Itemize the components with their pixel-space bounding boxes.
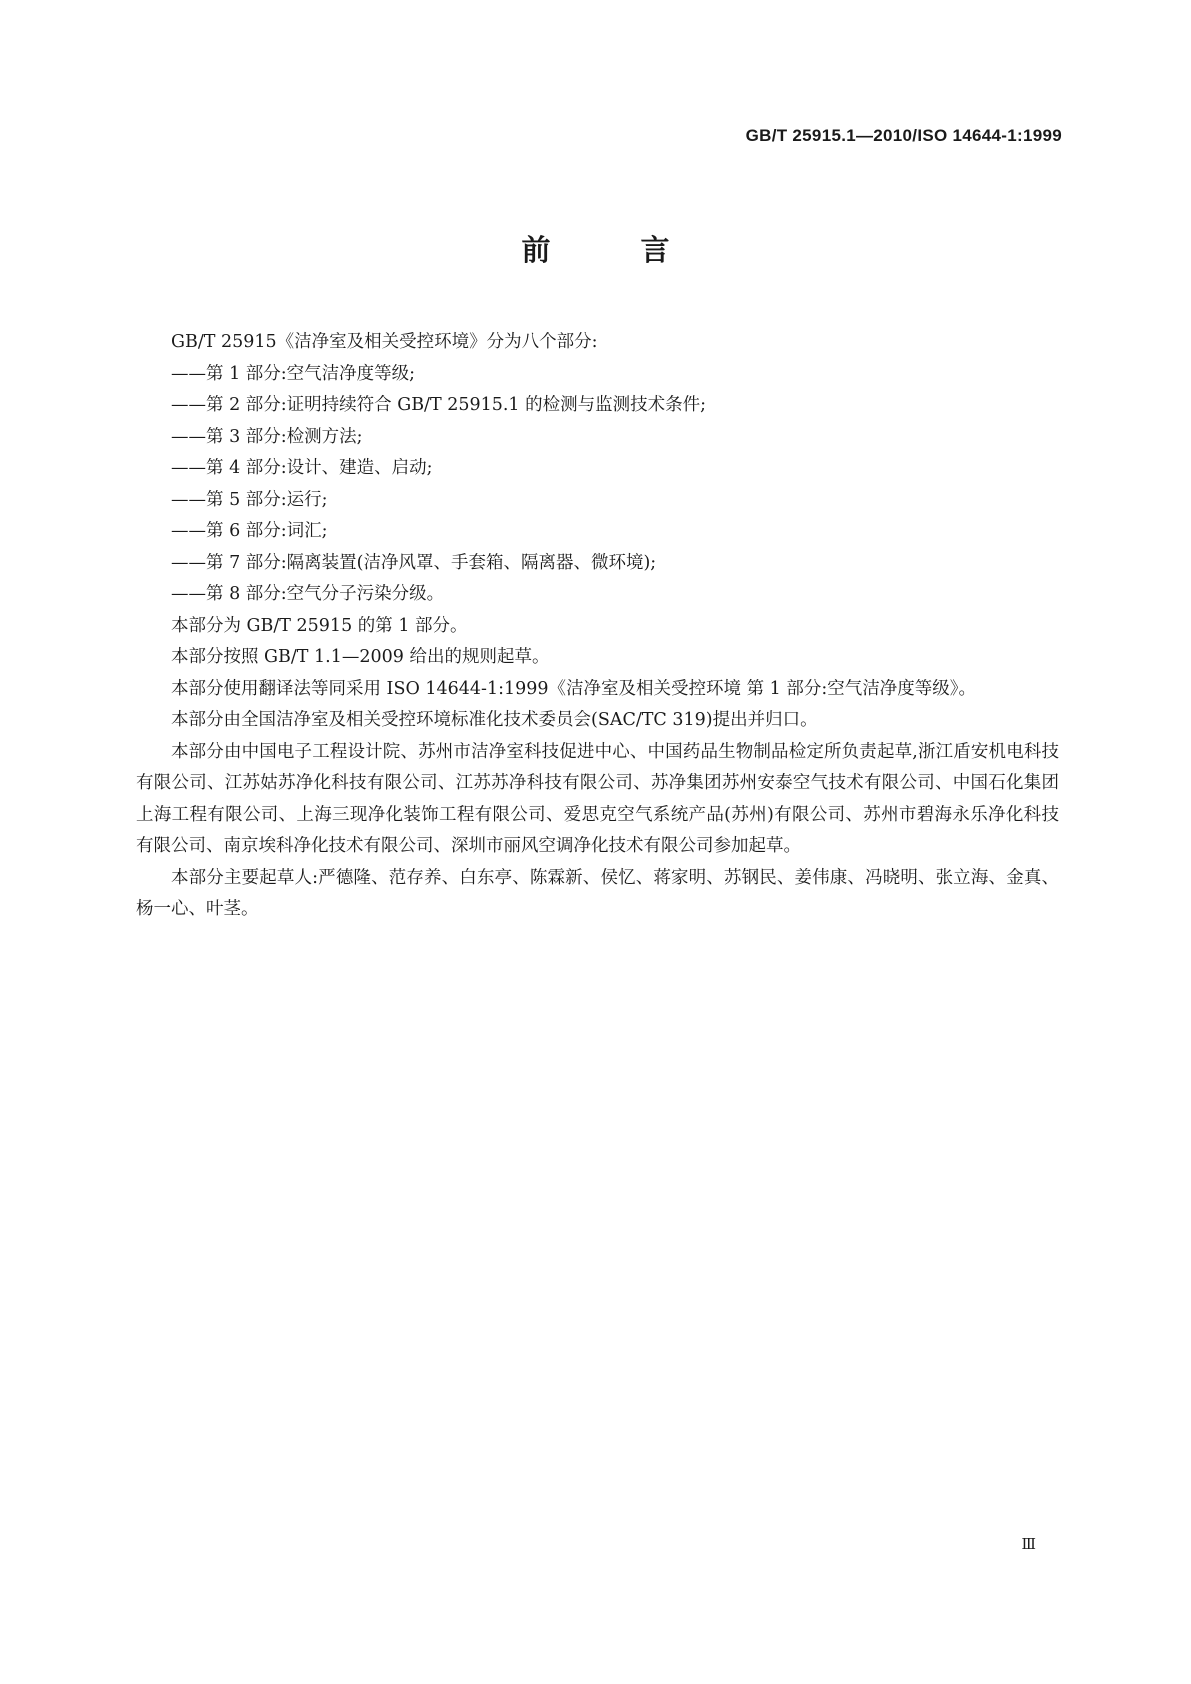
standard-number-header: GB/T 25915.1—2010/ISO 14644-1:1999 (745, 126, 1062, 145)
part-list-item-3: ——第 3 部分:检测方法; (171, 426, 363, 447)
page-number: Ⅲ (1021, 1535, 1036, 1553)
drafters-paragraph: 本部分主要起草人:严德隆、范存养、白东亭、陈霖新、侯忆、蒋家明、苏钢民、姜伟康、冯晓明、张立海、金真、杨一心、叶茎。 (136, 867, 1059, 919)
this-part-paragraph: 本部分为 GB/T 25915 的第 1 部分。 (171, 615, 468, 636)
page-title: 前 言 (521, 233, 710, 267)
drafting-units-paragraph: 本部分由中国电子工程设计院、苏州市洁净室科技促进中心、中国药品生物制品检定所负责起草,浙江盾安机电科技有限公司、江苏姑苏净化科技有限公司、江苏苏净科技有限公司、苏净集团苏州安泰空气技术有限公司、中国石化集团上海工程有限公司、上海三现净化装饰工程有限公司、爱思克空气系统产品(苏州)有限公司、苏州市碧海永乐净化科技有限公司、南京埃科净化技术有限公司、深圳市丽风空调净化技术有限公司参加起草。 (136, 741, 1059, 856)
drafting-rules-paragraph: 本部分按照 GB/T 1.1—2009 给出的规则起草。 (171, 647, 550, 667)
foreword-body (136, 327, 1059, 926)
part-list-item-6: ——第 6 部分:词汇; (171, 521, 328, 541)
part-list-item-5: ——第 5 部分:运行; (171, 489, 328, 510)
part-list-item-1: ——第 1 部分:空气洁净度等级; (171, 363, 416, 384)
intro-paragraph: GB/T 25915《洁净室及相关受控环境》分为八个部分: (171, 332, 598, 352)
adoption-paragraph: 本部分使用翻译法等同采用 ISO 14644-1:1999《洁净室及相关受控环境 第 1 部分:空气洁净度等级》。 (171, 678, 976, 699)
part-list-item-2: ——第 2 部分:证明持续符合 GB/T 25915.1 的检测与监测技术条件; (171, 395, 707, 415)
part-list-item-7: ——第 7 部分:隔离装置(洁净风罩、手套箱、隔离器、微环境); (171, 552, 657, 573)
part-list-item-8: ——第 8 部分:空气分子污染分级。 (171, 584, 445, 604)
proposer-paragraph: 本部分由全国洁净室及相关受控环境标准化技术委员会(SAC/TC 319)提出并归口。 (171, 710, 818, 730)
part-list-item-4: ——第 4 部分:设计、建造、启动; (171, 458, 433, 478)
